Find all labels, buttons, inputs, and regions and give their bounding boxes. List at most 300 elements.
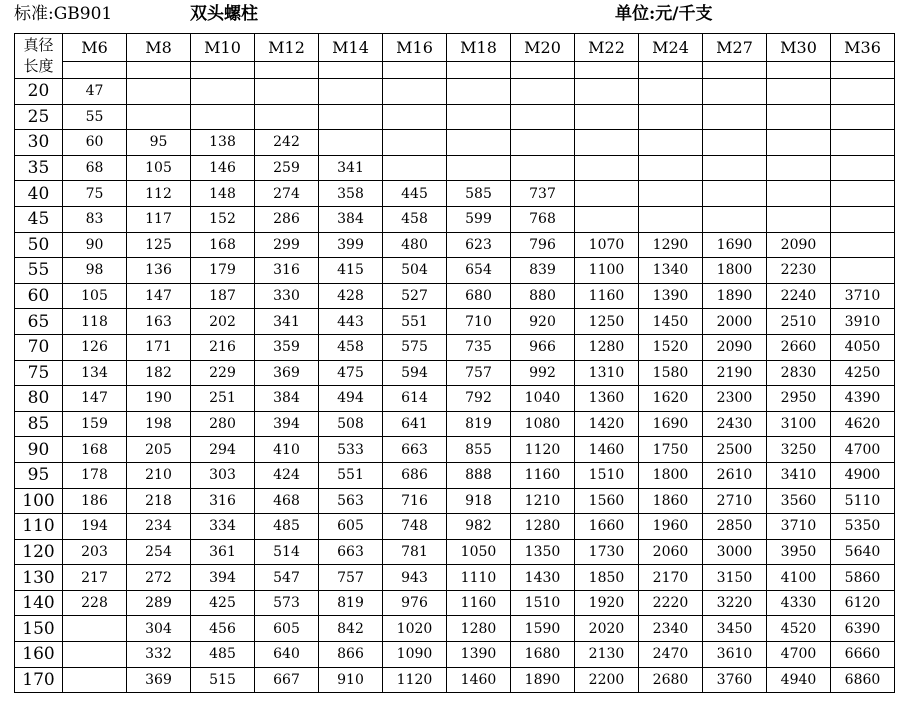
- column-header: M24: [639, 34, 703, 62]
- price-cell: 680: [447, 283, 511, 309]
- price-cell: 251: [191, 386, 255, 412]
- price-cell: 4390: [831, 386, 895, 412]
- price-cell: 148: [191, 181, 255, 207]
- price-cell: 68: [63, 155, 127, 181]
- table-row: [15, 642, 895, 668]
- corner-top-label: 真径: [23, 36, 54, 54]
- price-cell: [575, 181, 639, 207]
- price-cell: 3910: [831, 309, 895, 335]
- price-cell: 551: [319, 462, 383, 488]
- price-cell: 205: [127, 437, 191, 463]
- length-cell: 170: [15, 667, 63, 693]
- price-cell: [831, 104, 895, 130]
- price-cell: 4520: [767, 616, 831, 642]
- price-cell: 737: [511, 181, 575, 207]
- price-cell: 575: [383, 334, 447, 360]
- price-cell: 3450: [703, 616, 767, 642]
- price-cell: 1510: [575, 462, 639, 488]
- price-cell: 341: [255, 309, 319, 335]
- price-cell: [639, 206, 703, 232]
- price-cell: 1800: [703, 258, 767, 284]
- price-cell: 112: [127, 181, 191, 207]
- price-cell: [511, 104, 575, 130]
- table-row: [15, 590, 895, 616]
- price-cell: 1020: [383, 616, 447, 642]
- price-cell: 394: [255, 411, 319, 437]
- price-cell: 748: [383, 514, 447, 540]
- price-cell: 5350: [831, 514, 895, 540]
- price-cell: [319, 104, 383, 130]
- header-spacer-cell: [767, 62, 831, 79]
- price-cell: [639, 79, 703, 105]
- length-cell: 40: [15, 181, 63, 207]
- column-header: M10: [191, 34, 255, 62]
- price-cell: 547: [255, 565, 319, 591]
- price-cell: 218: [127, 488, 191, 514]
- header-spacer-cell: [511, 62, 575, 79]
- price-cell: 663: [383, 437, 447, 463]
- price-cell: 443: [319, 309, 383, 335]
- price-cell: 573: [255, 590, 319, 616]
- price-cell: [767, 181, 831, 207]
- length-cell: 70: [15, 334, 63, 360]
- price-cell: [63, 667, 127, 693]
- price-cell: 210: [127, 462, 191, 488]
- price-cell: 1040: [511, 386, 575, 412]
- price-cell: 1590: [511, 616, 575, 642]
- price-cell: [703, 206, 767, 232]
- price-cell: 2240: [767, 283, 831, 309]
- price-cell: 83: [63, 206, 127, 232]
- price-cell: 217: [63, 565, 127, 591]
- price-cell: 134: [63, 360, 127, 386]
- price-cell: 369: [127, 667, 191, 693]
- price-cell: [191, 104, 255, 130]
- length-cell: 65: [15, 309, 63, 335]
- price-cell: 551: [383, 309, 447, 335]
- table-row: [15, 437, 895, 463]
- column-header: M36: [831, 34, 895, 62]
- price-cell: [255, 104, 319, 130]
- price-cell: 126: [63, 334, 127, 360]
- price-cell: 866: [319, 642, 383, 668]
- price-cell: 2340: [639, 616, 703, 642]
- price-cell: 280: [191, 411, 255, 437]
- price-cell: 599: [447, 206, 511, 232]
- price-cell: 2830: [767, 360, 831, 386]
- price-cell: 332: [127, 642, 191, 668]
- price-cell: 3000: [703, 539, 767, 565]
- price-cell: 259: [255, 155, 319, 181]
- price-cell: 242: [255, 130, 319, 156]
- price-cell: [575, 130, 639, 156]
- table-row: [15, 514, 895, 540]
- price-cell: 3220: [703, 590, 767, 616]
- price-cell: [639, 155, 703, 181]
- price-cell: [767, 130, 831, 156]
- price-cell: 515: [191, 667, 255, 693]
- price-cell: 299: [255, 232, 319, 258]
- header-spacer-cell: [63, 62, 127, 79]
- price-cell: 2000: [703, 309, 767, 335]
- price-cell: 125: [127, 232, 191, 258]
- price-cell: [447, 104, 511, 130]
- price-cell: [831, 232, 895, 258]
- price-cell: 504: [383, 258, 447, 284]
- price-cell: [767, 155, 831, 181]
- price-cell: 2190: [703, 360, 767, 386]
- table-row: [15, 462, 895, 488]
- price-cell: [127, 104, 191, 130]
- price-cell: 294: [191, 437, 255, 463]
- price-cell: 168: [191, 232, 255, 258]
- table-row: [15, 309, 895, 335]
- price-cell: 533: [319, 437, 383, 463]
- price-cell: 286: [255, 206, 319, 232]
- price-cell: 228: [63, 590, 127, 616]
- corner-cell: [15, 34, 63, 79]
- price-cell: 1390: [639, 283, 703, 309]
- price-cell: 768: [511, 206, 575, 232]
- price-cell: 485: [191, 642, 255, 668]
- column-header: M27: [703, 34, 767, 62]
- length-cell: 35: [15, 155, 63, 181]
- price-cell: 1160: [575, 283, 639, 309]
- price-cell: 3950: [767, 539, 831, 565]
- price-cell: 4620: [831, 411, 895, 437]
- table-header-row: [15, 34, 895, 62]
- price-cell: [127, 79, 191, 105]
- price-cell: [383, 104, 447, 130]
- price-cell: 272: [127, 565, 191, 591]
- header-spacer-cell: [639, 62, 703, 79]
- document-title: 双头螺柱: [190, 4, 258, 24]
- price-cell: 2950: [767, 386, 831, 412]
- price-cell: 5640: [831, 539, 895, 565]
- price-cell: 202: [191, 309, 255, 335]
- price-cell: 384: [319, 206, 383, 232]
- price-cell: 1350: [511, 539, 575, 565]
- length-cell: 55: [15, 258, 63, 284]
- price-cell: [831, 130, 895, 156]
- price-cell: 147: [63, 386, 127, 412]
- price-cell: 1690: [703, 232, 767, 258]
- price-cell: 757: [319, 565, 383, 591]
- price-cell: 1430: [511, 565, 575, 591]
- price-cell: [511, 79, 575, 105]
- price-cell: 95: [127, 130, 191, 156]
- column-header: M16: [383, 34, 447, 62]
- price-cell: [639, 104, 703, 130]
- table-row: [15, 360, 895, 386]
- price-cell: 1070: [575, 232, 639, 258]
- price-cell: [191, 79, 255, 105]
- unit-label: 单位:元/千支: [615, 4, 713, 24]
- price-cell: 163: [127, 309, 191, 335]
- price-cell: 792: [447, 386, 511, 412]
- price-cell: 508: [319, 411, 383, 437]
- price-cell: 2020: [575, 616, 639, 642]
- price-cell: 1050: [447, 539, 511, 565]
- price-cell: 1160: [511, 462, 575, 488]
- price-cell: 3710: [767, 514, 831, 540]
- length-cell: 140: [15, 590, 63, 616]
- column-header: M8: [127, 34, 191, 62]
- price-cell: 60: [63, 130, 127, 156]
- header-spacer-cell: [191, 62, 255, 79]
- length-cell: 45: [15, 206, 63, 232]
- price-cell: 168: [63, 437, 127, 463]
- price-cell: 1750: [639, 437, 703, 463]
- price-cell: [703, 130, 767, 156]
- price-cell: 359: [255, 334, 319, 360]
- price-cell: 1360: [575, 386, 639, 412]
- price-cell: 1660: [575, 514, 639, 540]
- price-cell: 4700: [831, 437, 895, 463]
- price-cell: 316: [191, 488, 255, 514]
- price-cell: 605: [319, 514, 383, 540]
- header-spacer-cell: [575, 62, 639, 79]
- length-cell: 50: [15, 232, 63, 258]
- table-row: [15, 386, 895, 412]
- price-cell: 6660: [831, 642, 895, 668]
- price-cell: 216: [191, 334, 255, 360]
- price-cell: 105: [63, 283, 127, 309]
- price-cell: 1920: [575, 590, 639, 616]
- price-cell: 146: [191, 155, 255, 181]
- price-cell: 2610: [703, 462, 767, 488]
- price-cell: 1620: [639, 386, 703, 412]
- price-cell: [575, 104, 639, 130]
- price-cell: 1210: [511, 488, 575, 514]
- price-cell: 468: [255, 488, 319, 514]
- length-cell: 30: [15, 130, 63, 156]
- price-cell: 3560: [767, 488, 831, 514]
- price-cell: 171: [127, 334, 191, 360]
- price-cell: 614: [383, 386, 447, 412]
- price-cell: [831, 79, 895, 105]
- price-cell: 1160: [447, 590, 511, 616]
- price-cell: 2230: [767, 258, 831, 284]
- price-cell: 159: [63, 411, 127, 437]
- price-cell: [703, 155, 767, 181]
- price-cell: [575, 206, 639, 232]
- price-cell: 710: [447, 309, 511, 335]
- price-cell: 3710: [831, 283, 895, 309]
- price-cell: 976: [383, 590, 447, 616]
- price-cell: 6860: [831, 667, 895, 693]
- price-cell: 982: [447, 514, 511, 540]
- length-cell: 20: [15, 79, 63, 105]
- price-cell: 1460: [447, 667, 511, 693]
- price-cell: 2220: [639, 590, 703, 616]
- price-cell: 1860: [639, 488, 703, 514]
- price-cell: 289: [127, 590, 191, 616]
- length-cell: 75: [15, 360, 63, 386]
- column-header: M12: [255, 34, 319, 62]
- price-cell: 1290: [639, 232, 703, 258]
- price-cell: 757: [447, 360, 511, 386]
- price-cell: 186: [63, 488, 127, 514]
- length-cell: 90: [15, 437, 63, 463]
- table-row: [15, 488, 895, 514]
- length-cell: 130: [15, 565, 63, 591]
- price-cell: [639, 181, 703, 207]
- price-cell: 1420: [575, 411, 639, 437]
- price-cell: 1340: [639, 258, 703, 284]
- length-cell: 80: [15, 386, 63, 412]
- price-cell: 2500: [703, 437, 767, 463]
- price-cell: 2300: [703, 386, 767, 412]
- price-cell: 1960: [639, 514, 703, 540]
- price-cell: 1250: [575, 309, 639, 335]
- price-cell: 190: [127, 386, 191, 412]
- price-cell: 3410: [767, 462, 831, 488]
- price-cell: [703, 79, 767, 105]
- price-cell: 888: [447, 462, 511, 488]
- price-cell: 445: [383, 181, 447, 207]
- price-cell: 585: [447, 181, 511, 207]
- price-cell: 203: [63, 539, 127, 565]
- price-cell: 4100: [767, 565, 831, 591]
- price-cell: 594: [383, 360, 447, 386]
- price-cell: 1110: [447, 565, 511, 591]
- price-cell: 563: [319, 488, 383, 514]
- price-cell: 4700: [767, 642, 831, 668]
- price-cell: 2510: [767, 309, 831, 335]
- price-cell: [511, 130, 575, 156]
- price-cell: 880: [511, 283, 575, 309]
- price-cell: 415: [319, 258, 383, 284]
- price-cell: 1390: [447, 642, 511, 668]
- price-cell: 2660: [767, 334, 831, 360]
- price-cell: 2430: [703, 411, 767, 437]
- length-cell: 150: [15, 616, 63, 642]
- price-cell: 194: [63, 514, 127, 540]
- column-header: M14: [319, 34, 383, 62]
- column-header: M20: [511, 34, 575, 62]
- price-cell: 6390: [831, 616, 895, 642]
- length-cell: 60: [15, 283, 63, 309]
- price-cell: 1800: [639, 462, 703, 488]
- length-cell: 100: [15, 488, 63, 514]
- price-cell: [831, 206, 895, 232]
- price-cell: 90: [63, 232, 127, 258]
- price-cell: 735: [447, 334, 511, 360]
- price-cell: 480: [383, 232, 447, 258]
- header-spacer-cell: [255, 62, 319, 79]
- price-cell: 1080: [511, 411, 575, 437]
- header-spacer-cell: [127, 62, 191, 79]
- table-row: [15, 130, 895, 156]
- price-cell: 1120: [511, 437, 575, 463]
- length-cell: 160: [15, 642, 63, 668]
- price-cell: 334: [191, 514, 255, 540]
- price-cell: 819: [319, 590, 383, 616]
- price-cell: 229: [191, 360, 255, 386]
- price-cell: 341: [319, 155, 383, 181]
- price-cell: 819: [447, 411, 511, 437]
- price-cell: 274: [255, 181, 319, 207]
- price-cell: 47: [63, 79, 127, 105]
- price-cell: 5110: [831, 488, 895, 514]
- price-cell: 425: [191, 590, 255, 616]
- length-cell: 110: [15, 514, 63, 540]
- table-row: [15, 565, 895, 591]
- price-cell: 304: [127, 616, 191, 642]
- price-cell: 855: [447, 437, 511, 463]
- price-cell: 1680: [511, 642, 575, 668]
- price-cell: 198: [127, 411, 191, 437]
- price-cell: 514: [255, 539, 319, 565]
- price-cell: 458: [383, 206, 447, 232]
- price-cell: 2170: [639, 565, 703, 591]
- price-cell: [831, 181, 895, 207]
- price-cell: 3100: [767, 411, 831, 437]
- column-header: M22: [575, 34, 639, 62]
- price-cell: 4940: [767, 667, 831, 693]
- price-cell: 839: [511, 258, 575, 284]
- length-cell: 25: [15, 104, 63, 130]
- price-cell: 1510: [511, 590, 575, 616]
- price-cell: 330: [255, 283, 319, 309]
- price-cell: 485: [255, 514, 319, 540]
- price-cell: 654: [447, 258, 511, 284]
- column-header: M6: [63, 34, 127, 62]
- length-cell: 95: [15, 462, 63, 488]
- price-cell: 410: [255, 437, 319, 463]
- standard-label: 标准:GB901: [14, 4, 113, 24]
- price-cell: 641: [383, 411, 447, 437]
- price-cell: 918: [447, 488, 511, 514]
- price-cell: 361: [191, 539, 255, 565]
- price-cell: 118: [63, 309, 127, 335]
- price-cell: 4330: [767, 590, 831, 616]
- price-table: [14, 33, 895, 693]
- column-header: M30: [767, 34, 831, 62]
- price-cell: 4900: [831, 462, 895, 488]
- price-cell: 667: [255, 667, 319, 693]
- price-cell: 428: [319, 283, 383, 309]
- length-cell: 85: [15, 411, 63, 437]
- price-cell: 686: [383, 462, 447, 488]
- table-row: [15, 79, 895, 105]
- price-cell: 1460: [575, 437, 639, 463]
- price-cell: 55: [63, 104, 127, 130]
- price-cell: [831, 155, 895, 181]
- price-cell: 316: [255, 258, 319, 284]
- price-cell: 2680: [639, 667, 703, 693]
- column-header: M18: [447, 34, 511, 62]
- price-cell: 4050: [831, 334, 895, 360]
- price-cell: 187: [191, 283, 255, 309]
- price-cell: 1090: [383, 642, 447, 668]
- table-row: [15, 206, 895, 232]
- price-cell: 98: [63, 258, 127, 284]
- price-cell: 2130: [575, 642, 639, 668]
- price-cell: [767, 104, 831, 130]
- length-cell: 120: [15, 539, 63, 565]
- table-row: [15, 181, 895, 207]
- price-cell: 2090: [767, 232, 831, 258]
- price-cell: 178: [63, 462, 127, 488]
- price-cell: 3760: [703, 667, 767, 693]
- price-cell: 992: [511, 360, 575, 386]
- price-cell: 4250: [831, 360, 895, 386]
- price-cell: [575, 79, 639, 105]
- price-cell: 394: [191, 565, 255, 591]
- price-cell: [319, 130, 383, 156]
